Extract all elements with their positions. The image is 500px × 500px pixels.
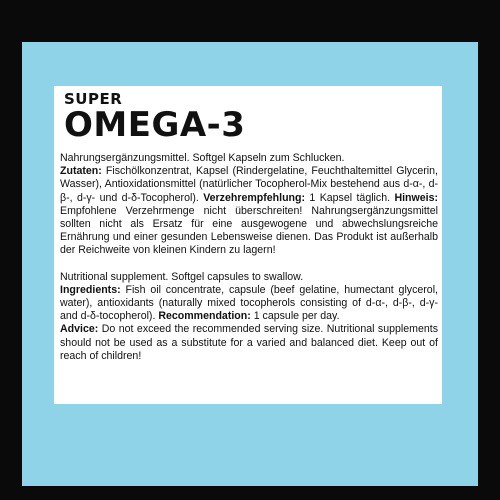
- en-intro: Nutritional supplement. Softgel capsules to swallow.: [60, 270, 304, 283]
- de-intro: Nahrungsergänzungsmittel. Softgel Kapseln zum Schlucken.: [60, 152, 345, 164]
- de-zutaten-text: Fischölkonzentrat, Kapsel (Rindergelatine, Feuchthaltemittel Glycerin, Wasser), Antioxidationsmittel (natürlicher Tocopherol-Mix bestehend aus d-α-, d-β-, d-γ- und d-δ-Tocopherol).: [60, 165, 438, 204]
- brand-super: SUPER: [64, 90, 123, 108]
- brand-block: [64, 92, 245, 143]
- en-ingredients-label: Ingredients:: [60, 283, 121, 296]
- en-recommendation-text: 1 capsule per day.: [250, 310, 340, 323]
- en-ingredients-text: Fish oil concentrate, capsule (beef gelatine, humectant glycerol, water), antioxidants (naturally mixed tocopherols consisting of d-α-, d-β-, d-γ- and d-δ-tocopherol).: [60, 283, 438, 323]
- dark-background-right: [478, 0, 500, 500]
- en-advice-text: Do not exceed the recommended serving size. Nutritional supplements should not be used as a substitute for a varied and balanced diet. Keep out of reach of children!: [60, 323, 438, 362]
- dark-background-bottom: [0, 486, 500, 500]
- dark-background-top: [0, 0, 500, 42]
- de-hinweis-label: Hinweis:: [394, 191, 438, 204]
- en-advice-label: Advice:: [60, 323, 99, 336]
- de-zutaten-label: Zutaten:: [60, 165, 102, 178]
- label-text: [60, 152, 438, 363]
- dark-background-left: [0, 0, 22, 500]
- product-name: OMEGA-3: [64, 105, 246, 145]
- english-section: [60, 271, 438, 363]
- de-verzehr-label: Verzehrempfehlung:: [203, 191, 306, 204]
- en-recommendation-label: Recommendation:: [158, 310, 251, 323]
- de-verzehr-text: 1 Kapsel täglich.: [305, 191, 395, 204]
- de-hinweis-text: Empfohlene Verzehrmenge nicht überschreiten! Nahrungsergänzungsmittel sollten nicht als Ersatz für eine ausgewogene und abwechslungsreiche Ernährung und einer gesunden Lebensweise dienen. Das Produkt ist außerhalb der Reichweite von kleinen Kindern zu lagern!: [60, 204, 438, 257]
- german-section: [60, 152, 438, 258]
